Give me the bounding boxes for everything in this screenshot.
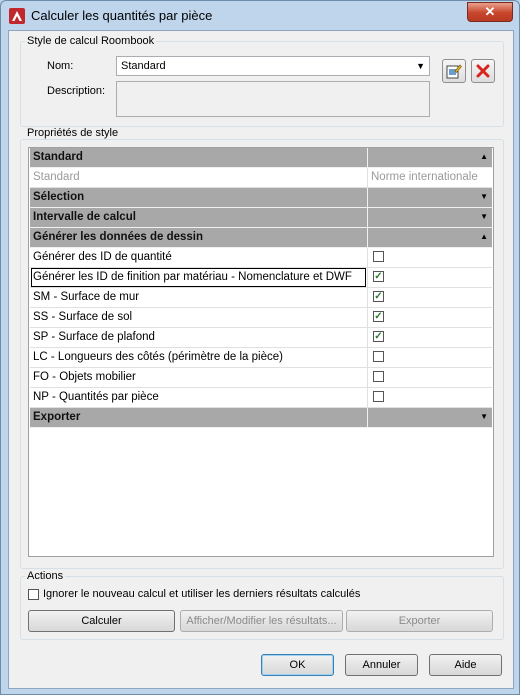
property-checkbox[interactable]: ✓ xyxy=(374,331,383,342)
ignore-recalc-label[interactable]: Ignorer le nouveau calcul et utiliser les derniers résultats calculés xyxy=(43,588,361,600)
name-label: Nom: xyxy=(47,60,74,72)
property-value-cell xyxy=(367,268,493,287)
category-label: Intervalle de calcul xyxy=(33,211,136,223)
close-button[interactable] xyxy=(467,2,513,22)
style-group-label: Style de calcul Roombook xyxy=(27,35,155,47)
property-label: SP - Surface de plafond xyxy=(33,331,155,343)
property-checkbox[interactable] xyxy=(373,371,384,382)
description-field[interactable] xyxy=(116,81,430,117)
property-checkbox[interactable]: ✓ xyxy=(374,311,383,322)
property-row-wall-area[interactable] xyxy=(30,288,492,308)
category-value-cell xyxy=(367,188,493,207)
property-grid[interactable] xyxy=(28,147,494,557)
expand-arrow-icon[interactable]: ▼ xyxy=(480,192,488,201)
property-row-room-quantities[interactable] xyxy=(30,388,492,408)
ignore-recalc-checkbox[interactable] xyxy=(28,589,39,600)
category-standard[interactable] xyxy=(30,148,492,168)
property-value-cell xyxy=(367,368,493,387)
property-checkbox[interactable] xyxy=(373,251,384,262)
dialog-client xyxy=(8,30,514,689)
category-selection[interactable] xyxy=(30,188,492,208)
property-label: Générer les ID de finition par matériau - Nomenclature et DWF xyxy=(33,271,352,283)
help-button[interactable]: Aide xyxy=(429,654,502,676)
property-value-cell xyxy=(367,248,493,267)
collapse-arrow-icon[interactable]: ▲ xyxy=(480,152,488,161)
description-label: Description: xyxy=(47,85,106,97)
property-row-quantity-ids[interactable] xyxy=(30,248,492,268)
category-label: Standard xyxy=(33,151,83,163)
property-value-cell xyxy=(367,308,493,327)
delete-style-button[interactable] xyxy=(471,59,495,83)
category-value-cell xyxy=(367,208,493,227)
property-row-standard[interactable] xyxy=(30,168,492,188)
property-label: LC - Longueurs des côtés (périmètre de la pièce) xyxy=(33,351,283,363)
property-checkbox[interactable] xyxy=(373,391,384,402)
property-row-side-lengths[interactable] xyxy=(30,348,492,368)
property-row-ceiling-area[interactable] xyxy=(30,328,492,348)
style-name-dropdown[interactable] xyxy=(116,56,430,76)
category-calc-interval[interactable] xyxy=(30,208,492,228)
actions-group-label: Actions xyxy=(27,570,64,582)
collapse-arrow-icon[interactable]: ▲ xyxy=(480,232,488,241)
property-checkbox[interactable] xyxy=(373,351,384,362)
chevron-down-icon: ▼ xyxy=(416,61,425,71)
delete-icon xyxy=(476,64,490,78)
calculate-button[interactable]: Calculer xyxy=(28,610,175,632)
property-value-cell xyxy=(367,388,493,407)
property-value-cell[interactable] xyxy=(367,168,493,187)
category-export[interactable] xyxy=(30,408,492,428)
edit-style-button[interactable] xyxy=(442,59,466,83)
ok-button[interactable]: OK xyxy=(261,654,334,676)
category-generate-drawing-data[interactable] xyxy=(30,228,492,248)
category-value-cell xyxy=(367,228,493,247)
autocad-app-icon xyxy=(9,8,25,24)
properties-group-label: Propriétés de style xyxy=(27,127,119,139)
property-label: Standard xyxy=(33,171,80,183)
window-title: Calculer les quantités par pièce xyxy=(31,8,213,23)
close-icon: ✕ xyxy=(484,4,496,19)
property-value-cell xyxy=(367,348,493,367)
property-label: NP - Quantités par pièce xyxy=(33,391,159,403)
expand-arrow-icon[interactable]: ▼ xyxy=(480,212,488,221)
edit-style-icon xyxy=(446,63,462,79)
property-row-furniture[interactable] xyxy=(30,368,492,388)
category-label: Générer les données de dessin xyxy=(33,231,204,243)
title-bar[interactable] xyxy=(1,1,519,29)
category-label: Exporter xyxy=(33,411,81,423)
cancel-button[interactable]: Annuler xyxy=(345,654,418,676)
view-edit-results-button[interactable]: Afficher/Modifier les résultats... xyxy=(180,610,343,632)
style-name-value: Standard xyxy=(121,60,166,72)
property-row-finish-ids[interactable] xyxy=(30,268,492,288)
property-label: FO - Objets mobilier xyxy=(33,371,136,383)
property-label: Générer des ID de quantité xyxy=(33,251,172,263)
export-button[interactable]: Exporter xyxy=(346,610,493,632)
property-value-cell xyxy=(367,328,493,347)
category-label: Sélection xyxy=(33,191,85,203)
expand-arrow-icon[interactable]: ▼ xyxy=(480,412,488,421)
category-value-cell xyxy=(367,148,493,167)
category-value-cell xyxy=(367,408,493,427)
property-label: SS - Surface de sol xyxy=(33,311,133,323)
property-label: SM - Surface de mur xyxy=(33,291,140,303)
property-row-floor-area[interactable] xyxy=(30,308,492,328)
property-checkbox[interactable]: ✓ xyxy=(374,271,383,282)
property-value-cell xyxy=(367,288,493,307)
property-value: Norme internationale xyxy=(371,171,478,183)
property-checkbox[interactable]: ✓ xyxy=(374,291,383,302)
